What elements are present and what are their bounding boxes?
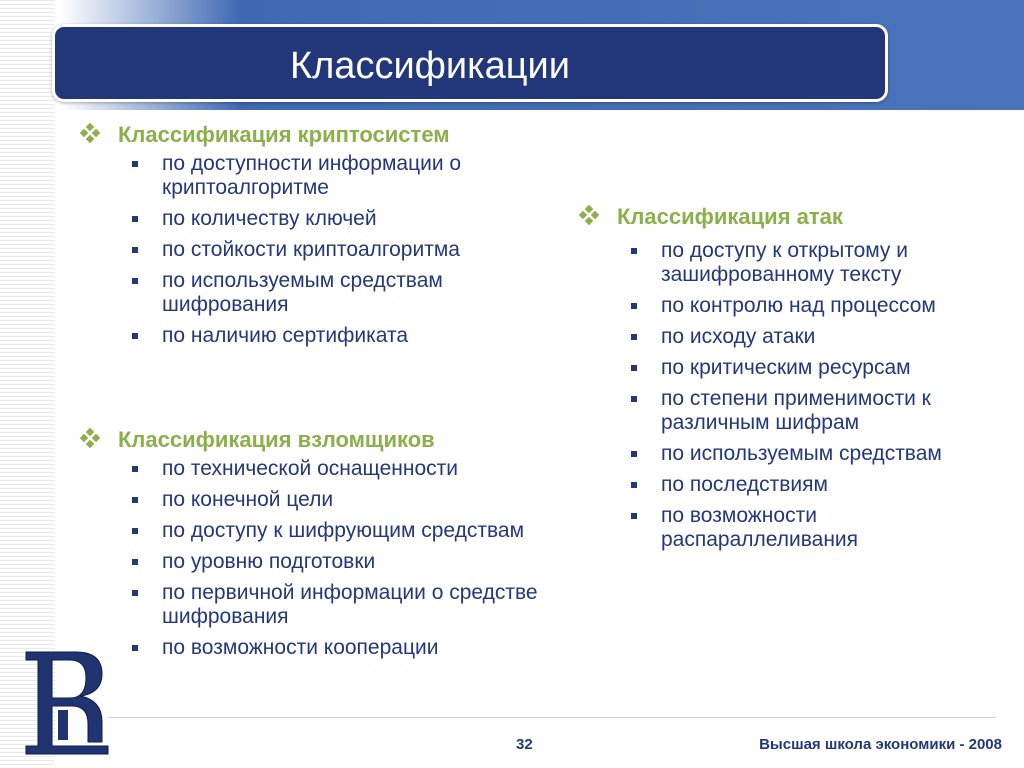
list-item xyxy=(130,550,550,574)
section-heading-label: Классификация криптосистем xyxy=(118,122,450,147)
square-bullet-icon xyxy=(132,466,138,472)
square-bullet-icon xyxy=(631,248,637,254)
square-bullet-icon xyxy=(132,528,138,534)
list-item xyxy=(130,519,550,543)
square-bullet-icon xyxy=(631,513,637,519)
square-bullet-icon xyxy=(631,396,637,402)
list-item xyxy=(629,473,1009,497)
square-bullet-icon xyxy=(631,334,637,340)
list-item xyxy=(130,488,550,512)
list-item xyxy=(629,442,1009,466)
list-item xyxy=(629,239,1009,287)
hse-logo-icon xyxy=(22,650,112,758)
list-item xyxy=(130,238,550,262)
page-number: 32 xyxy=(516,736,533,753)
list-item xyxy=(629,294,1009,318)
section-heading-hackers xyxy=(118,427,435,453)
list-item-text: по последствиям xyxy=(661,473,828,496)
list-item-text: по контролю над процессом xyxy=(661,294,936,317)
footer-organization: Высшая школа экономики - 2008 xyxy=(759,736,1002,753)
list-item xyxy=(130,269,550,317)
list-item-text: по критическим ресурсам xyxy=(661,356,911,379)
list-cryptosystems xyxy=(130,152,550,355)
square-bullet-icon xyxy=(132,278,138,284)
list-item-text: по первичной информации о средстве шифрования xyxy=(162,581,538,628)
list-item-text: по доступности информации о криптоалгоритме xyxy=(162,152,462,199)
list-item-text: по исходу атаки xyxy=(661,325,816,348)
diamond-bullet-icon xyxy=(580,206,598,224)
list-attacks xyxy=(629,239,1009,559)
list-item xyxy=(130,636,550,660)
list-item-text: по технической оснащенности xyxy=(162,457,458,480)
square-bullet-icon xyxy=(132,216,138,222)
list-item xyxy=(629,325,1009,349)
square-bullet-icon xyxy=(132,333,138,339)
square-bullet-icon xyxy=(132,247,138,253)
list-item-text: по количеству ключей xyxy=(162,207,377,230)
square-bullet-icon xyxy=(132,161,138,167)
square-bullet-icon xyxy=(631,303,637,309)
list-item xyxy=(130,324,550,348)
list-item-text: по уровню подготовки xyxy=(162,550,376,573)
list-item-text: по наличию сертификата xyxy=(162,324,409,347)
list-item-text: по доступу к открытому и зашифрованному тексту xyxy=(661,239,908,286)
list-item xyxy=(629,387,1009,435)
list-item-text: по возможности распараллеливания xyxy=(661,504,859,551)
list-item xyxy=(130,581,550,629)
footer-divider xyxy=(108,717,996,718)
section-heading-label: Классификация взломщиков xyxy=(118,427,435,452)
square-bullet-icon xyxy=(132,559,138,565)
section-heading-cryptosystems xyxy=(118,122,450,148)
section-heading-attacks xyxy=(617,204,843,230)
list-item-text: по степени применимости к различным шифрам xyxy=(661,387,931,434)
list-item xyxy=(130,152,550,200)
diamond-bullet-icon xyxy=(81,429,99,447)
list-hackers xyxy=(130,457,550,667)
square-bullet-icon xyxy=(631,451,637,457)
square-bullet-icon xyxy=(132,645,138,651)
list-item-text: по стойкости криптоалгоритма xyxy=(162,238,460,261)
list-item-text: по используемым средствам шифрования xyxy=(162,269,443,316)
list-item-text: по используемым средствам xyxy=(661,442,942,465)
diamond-bullet-icon xyxy=(81,124,99,142)
square-bullet-icon xyxy=(631,482,637,488)
list-item-text: по доступу к шифрующим средствам xyxy=(162,519,525,542)
slide-title: Классификации xyxy=(52,24,888,102)
list-item xyxy=(629,356,1009,380)
section-heading-label: Классификация атак xyxy=(617,204,843,229)
list-item xyxy=(130,457,550,481)
square-bullet-icon xyxy=(132,497,138,503)
square-bullet-icon xyxy=(631,365,637,371)
list-item-text: по возможности кооперации xyxy=(162,636,439,659)
list-item-text: по конечной цели xyxy=(162,488,334,511)
square-bullet-icon xyxy=(132,590,138,596)
list-item xyxy=(629,504,1009,552)
list-item xyxy=(130,207,550,231)
